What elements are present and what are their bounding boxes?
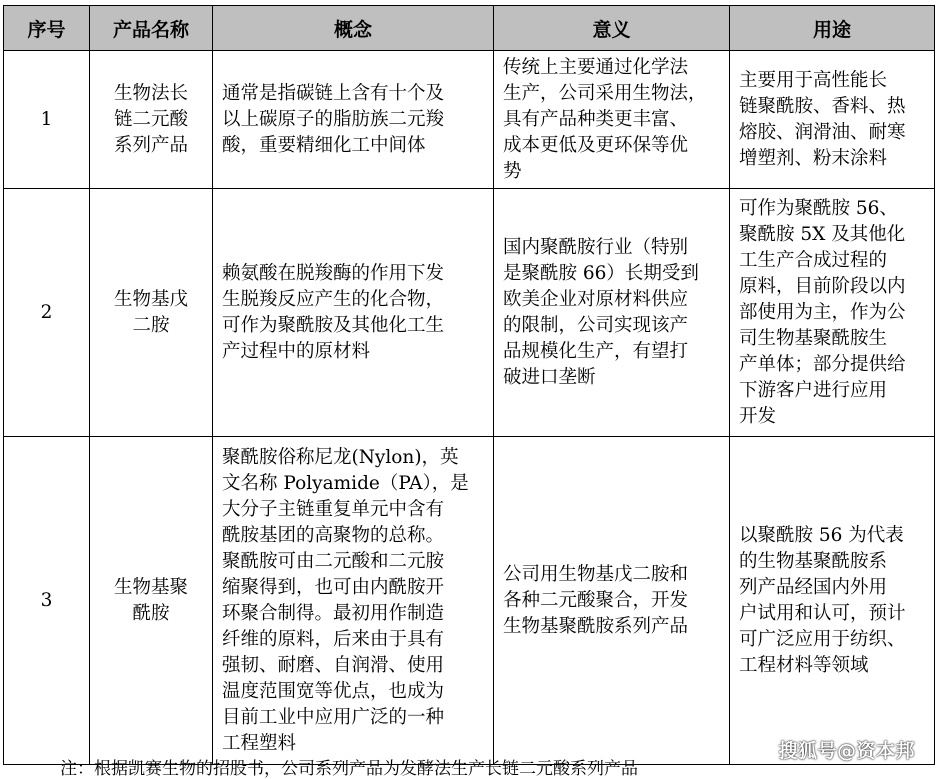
row-usage: 可作为聚酰胺 56、 聚酰胺 5X 及其他化 工生产合成过程的 原料，目前阶段以内 部使用为主，作为公 司生物基聚酰胺生 产单体；部分提供给 下游客户进行应用 开发 bbox=[730, 189, 935, 437]
row-significance: 国内聚酰胺行业（特别 是聚酰胺 66）长期受到 欧美企业对原材料供应 的限制，公司实现该产 品规模化生产，有望打 破进口垄断 bbox=[494, 189, 730, 437]
row-concept: 聚酰胺俗称尼龙(Nylon)，英 文名称 Polyamide（PA），是 大分子主链重复单元中含有 酰胺基团的高聚物的总称。 聚酰胺可由二元酸和二元胺 缩聚得到，也可由内酰胺开 环聚合制得。最初用作制造 纤维的原料，后来由于具有 强韧、耐磨、自润滑、使用 温度范围宽等优点，也成为 目前工业中应用广泛的一种 工程塑料 bbox=[213, 437, 494, 765]
row-concept: 赖氨酸在脱羧酶的作用下发 生脱羧反应产生的化合物， 可作为聚酰胺及其他化工生 产过程中的原材料 bbox=[213, 189, 494, 437]
row-significance: 传统上主要通过化学法 生产，公司采用生物法， 具有产品种类更丰富、 成本更低及更环保等优 势 bbox=[494, 51, 730, 189]
product-table bbox=[3, 5, 935, 765]
row-usage: 主要用于高性能长 链聚酰胺、香料、热 熔胶、润滑油、耐寒 增塑剂、粉末涂料 bbox=[730, 51, 935, 189]
table-row bbox=[4, 51, 935, 189]
header-product-name: 产品名称 bbox=[90, 6, 213, 51]
row-usage: 以聚酰胺 56 为代表 的生物基聚酰胺系 列产品经国内外用 户试用和认可，预计 可广泛应用于纺织、 工程材料等领域 bbox=[730, 437, 935, 765]
footnote: 注：根据凯赛生物的招股书，公司系列产品为发酵法生产长链二元酸系列产品 bbox=[60, 759, 638, 779]
row-product-name: 生物基聚 酰胺 bbox=[90, 437, 213, 765]
table-row bbox=[4, 189, 935, 437]
row-product-name: 生物法长 链二元酸 系列产品 bbox=[90, 51, 213, 189]
header-row bbox=[4, 6, 935, 51]
row-concept: 通常是指碳链上含有十个及 以上碳原子的脂肪族二元羧 酸，重要精细化工中间体 bbox=[213, 51, 494, 189]
row-number: 2 bbox=[4, 189, 90, 437]
header-significance: 意义 bbox=[494, 6, 730, 51]
header-usage: 用途 bbox=[730, 6, 935, 51]
watermark: 搜狐号@资本邦 bbox=[778, 740, 915, 762]
table-row bbox=[4, 437, 935, 765]
row-product-name: 生物基戊 二胺 bbox=[90, 189, 213, 437]
header-concept: 概念 bbox=[213, 6, 494, 51]
row-number: 1 bbox=[4, 51, 90, 189]
row-significance: 公司用生物基戊二胺和 各种二元酸聚合，开发 生物基聚酰胺系列产品 bbox=[494, 437, 730, 765]
header-number: 序号 bbox=[4, 6, 90, 51]
row-number: 3 bbox=[4, 437, 90, 765]
